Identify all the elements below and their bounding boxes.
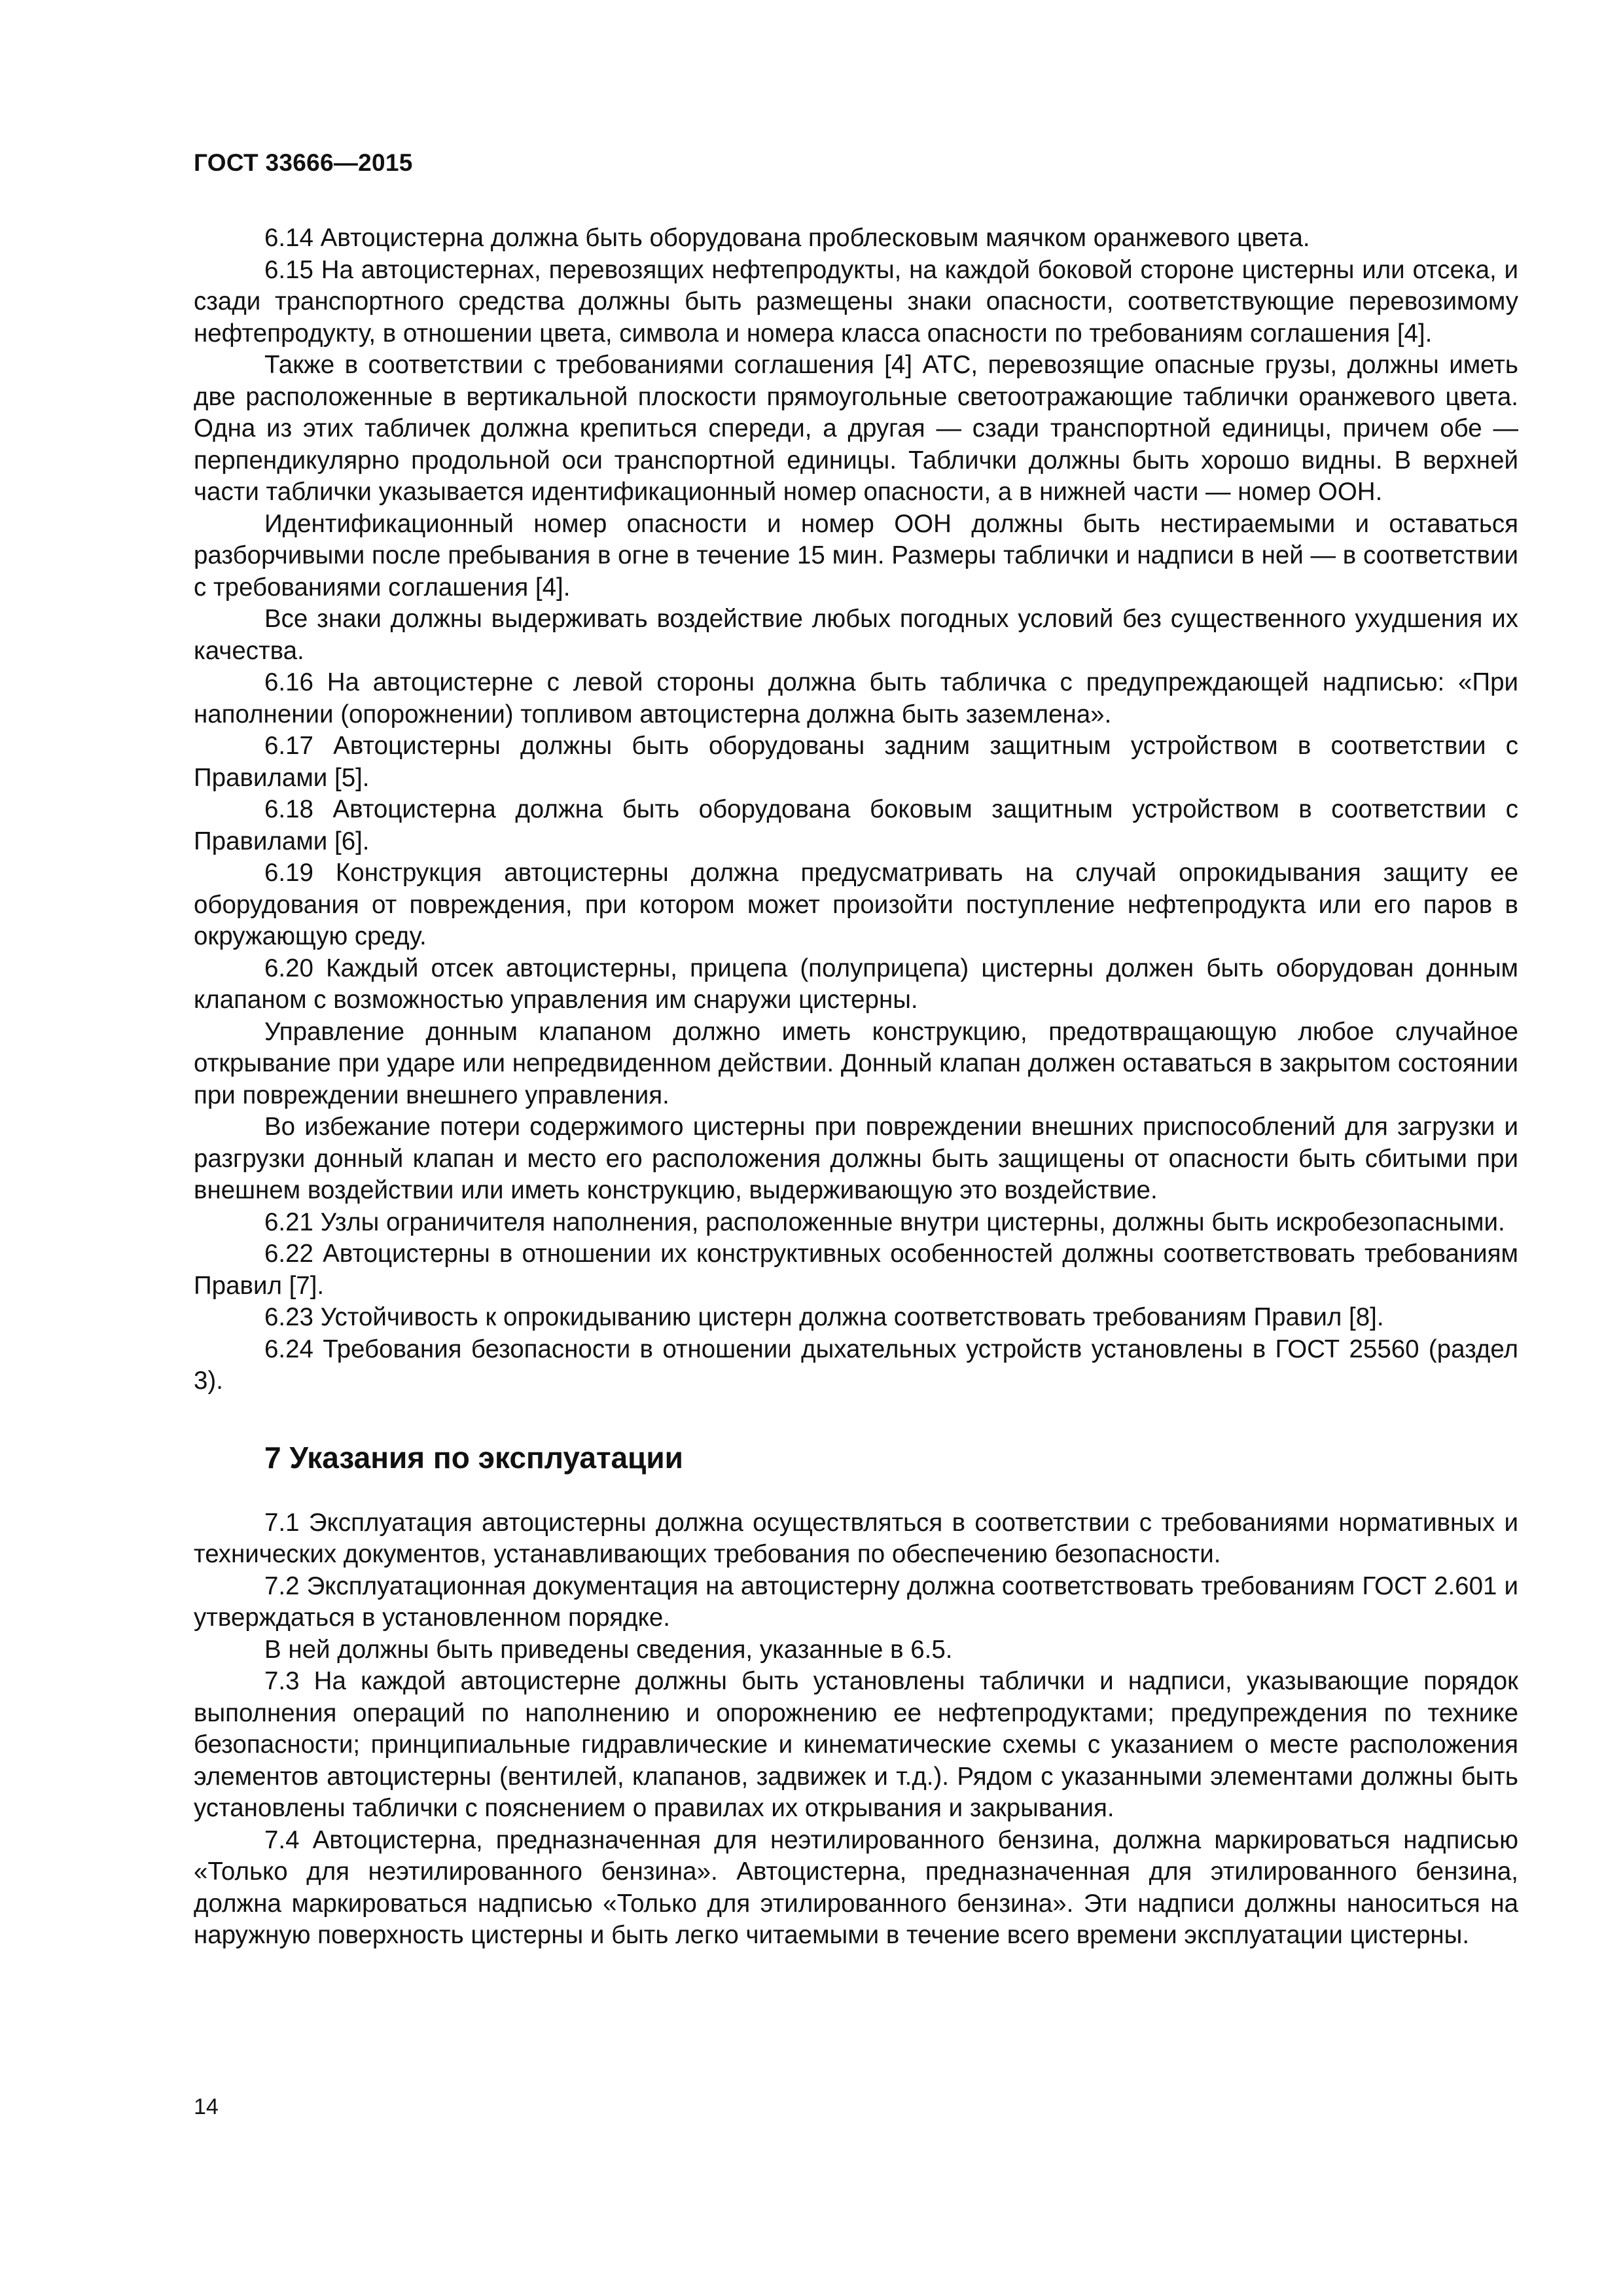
paragraph-7-4: 7.4 Автоцистерна, предназначенная для неэтилированного бензина, должна маркироваться надписью «Только для неэтилированного бензина». Автоцистерна, предназначенная для этилированного бензина, должна маркироваться надписью «Только для этилированного бензина». Эти надписи должны наноситься на наружную поверхность цистерны и быть легко читаемыми в течение всего времени эксплуатации цистерны. bbox=[194, 1825, 1518, 1949]
section-7-heading: 7 Указания по эксплуатации bbox=[264, 1440, 683, 1475]
paragraph-6-20-protection: Во избежание потери содержимого цистерны при повреждении внешних приспособлений для загрузки и разгрузки донный клапан и место его расположения должны быть защищены от опасности быть сбитыми при внешнем воздействии или иметь конструкцию, выдерживающую это воздействие. bbox=[194, 1113, 1518, 1204]
paragraph-6-15: 6.15 На автоцистернах, перевозящих нефтепродукты, на каждой боковой стороне цистерны или отсека, и сзади транспортного средства должны быть размещены знаки опасности, соответствующие перевозимому нефтепродукту, в отношении цвета, символа и номера класса опасности по требованиям соглашения [4]. bbox=[194, 255, 1518, 348]
paragraph-7-3: 7.3 На каждой автоцистерне должны быть установлены таблички и надписи, указывающие порядок выполнения операций по наполнению и опорожнению ее нефтепродуктами; предупреждения по технике безопасности; принципиальные гидравлические и кинематические схемы с указанием о месте расположения элементов автоцистерны (вентилей, клапанов, задвижек и т.д.). Рядом с указанными элементами должны быть установлены таблички с пояснением о правилах их открывания и закрывания. bbox=[194, 1667, 1518, 1822]
paragraph-6-18: 6.18 Автоцистерна должна быть оборудована боковым защитным устройством в соответствии с Правилами [6]. bbox=[194, 795, 1518, 855]
paragraph-6-20-control: Управление донным клапаном должно иметь конструкцию, предотвращающую любое случайное открывание при ударе или непредвиденном действии. Донный клапан должен оставаться в закрытом состоянии при повреждении внешнего управления. bbox=[194, 1017, 1518, 1109]
paragraph-6-16: 6.16 На автоцистерне с левой стороны должна быть табличка с предупреждающей надписью: «При наполнении (опорожнении) топливом автоцистерна должна быть заземлена». bbox=[194, 668, 1518, 728]
paragraph-7-2: 7.2 Эксплуатационная документация на автоцистерну должна соответствовать требованиям ГОСТ 2.601 и утверждаться в установленном порядке. bbox=[194, 1571, 1518, 1632]
paragraph-6-24: 6.24 Требования безопасности в отношении дыхательных устройств установлены в ГОСТ 25560 (раздел 3). bbox=[194, 1335, 1518, 1395]
paragraph-6-20: 6.20 Каждый отсек автоцистерны, прицепа (полуприцепа) цистерны должен быть оборудован донным клапаном с возможностью управления им снаружи цистерны. bbox=[194, 954, 1518, 1014]
paragraph-6-15-weather: Все знаки должны выдерживать воздействие любых погодных условий без существенного ухудшения их качества. bbox=[194, 605, 1518, 665]
paragraph-6-14: 6.14 Автоцистерна должна быть оборудована проблесковым маячком оранжевого цвета. bbox=[264, 224, 1310, 252]
paragraph-6-22: 6.22 Автоцистерны в отношении их конструктивных особенностей должны соответствовать требованиям Правил [7]. bbox=[194, 1240, 1518, 1300]
paragraph-6-21: 6.21 Узлы ограничителя наполнения, расположенные внутри цистерны, должны быть искробезопасными. bbox=[264, 1208, 1505, 1236]
page-number: 14 bbox=[194, 2094, 219, 2119]
document-code-header: ГОСТ 33666—2015 bbox=[194, 149, 413, 176]
paragraph-6-15-hazard-number: Идентификационный номер опасности и номер ООН должны быть нестираемыми и оставаться разборчивыми после пребывания в огне в течение 15 мин. Размеры таблички и надписи в ней — в соответствии с требованиями соглашения [4]. bbox=[194, 509, 1518, 601]
document-body bbox=[194, 223, 1518, 1952]
paragraph-7-2-info: В ней должны быть приведены сведения, указанные в 6.5. bbox=[264, 1635, 953, 1664]
paragraph-6-17: 6.17 Автоцистерны должны быть оборудованы задним защитным устройством в соответствии с Правилами [5]. bbox=[194, 732, 1518, 792]
paragraph-6-19: 6.19 Конструкция автоцистерны должна предусматривать на случай опрокидывания защиту ее оборудования от повреждения, при котором может произойти поступление нефтепродукта или его паров в окружающую среду. bbox=[194, 859, 1518, 950]
paragraph-6-23: 6.23 Устойчивость к опрокидыванию цистерн должна соответствовать требованиям Правил [8]. bbox=[264, 1303, 1384, 1331]
paragraph-7-1: 7.1 Эксплуатация автоцистерны должна осуществляться в соответствии с требованиями нормативных и технических документов, устанавливающих требования по обеспечению безопасности. bbox=[194, 1508, 1518, 1568]
paragraph-6-15-orange-plates: Также в соответствии с требованиями соглашения [4] АТС, перевозящие опасные грузы, должны иметь две расположенные в вертикальной плоскости прямоугольные светоотражающие таблички оранжевого цвета. Одна из этих табличек должна крепиться спереди, а другая — сзади транспортной единицы, причем обе — перпендикулярно продольной оси транспортной единицы. Таблички должны быть хорошо видны. В верхней части таблички указывается идентификационный номер опасности, а в нижней части — номер ООН. bbox=[194, 351, 1518, 506]
